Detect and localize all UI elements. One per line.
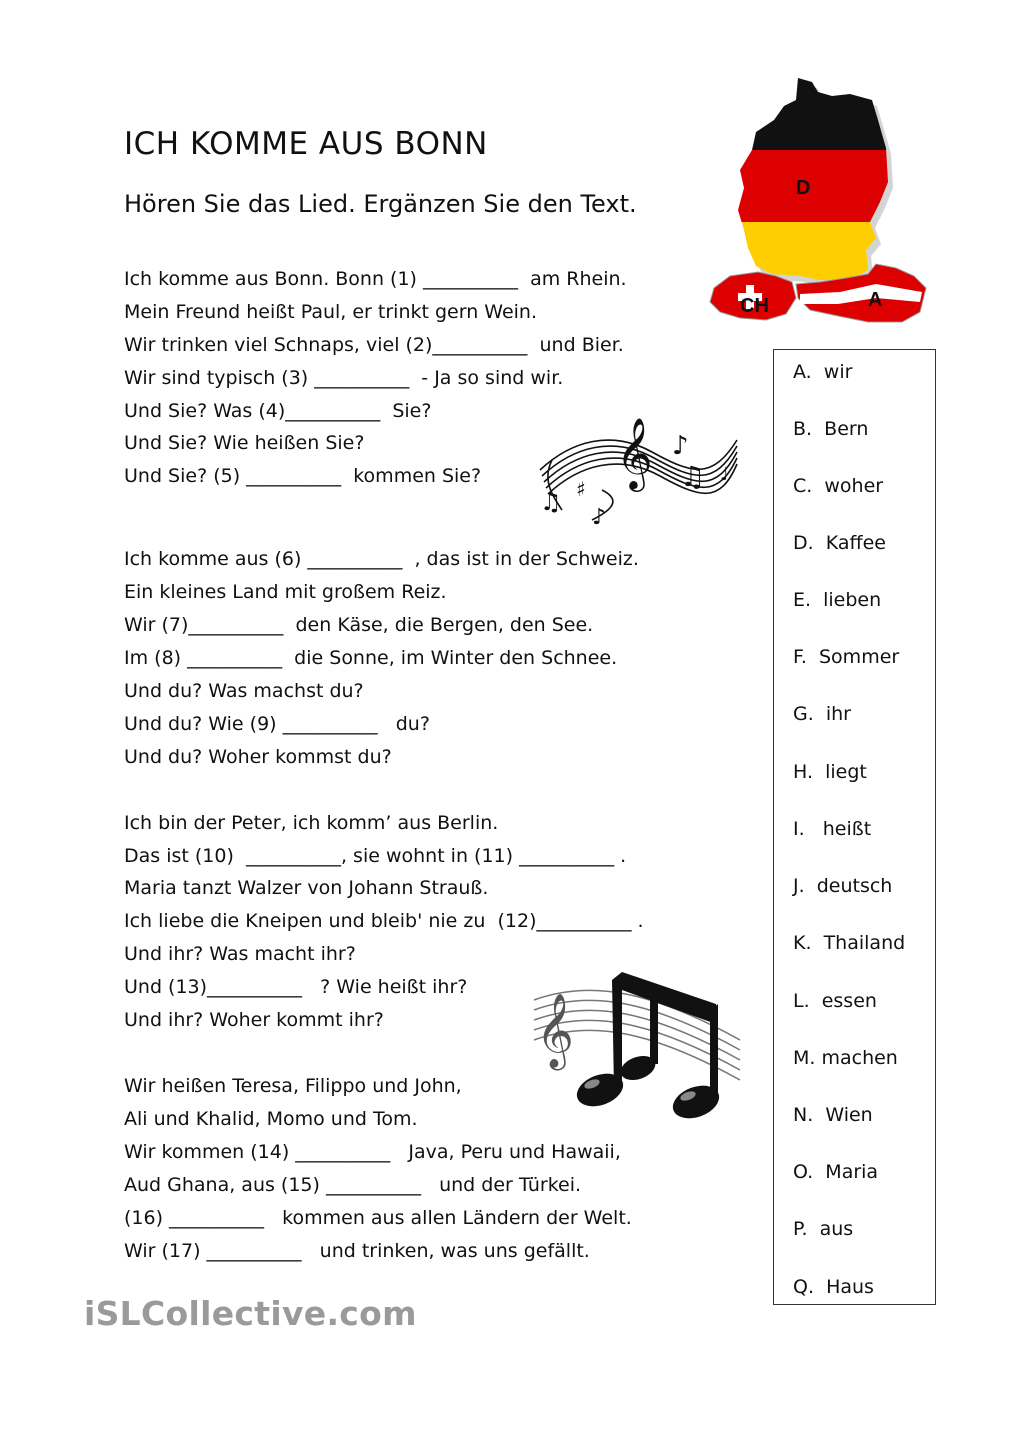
map-label-germany: D xyxy=(796,177,811,199)
word-option: H. liegt xyxy=(793,761,867,783)
svg-text:♫: ♫ xyxy=(680,460,706,493)
song-line: Wir (17) __________ und trinken, was uns gefällt. xyxy=(124,1240,590,1262)
word-option: M. machen xyxy=(793,1047,898,1069)
word-option: N. Wien xyxy=(793,1104,873,1126)
word-option: K. Thailand xyxy=(793,932,906,954)
page-subtitle: Hören Sie das Lied. Ergänzen Sie den Text. xyxy=(124,190,637,218)
word-option: Q. Haus xyxy=(793,1276,874,1298)
song-line: Ich liebe die Kneipen und bleib' nie zu (12)__________ . xyxy=(124,910,644,932)
song-line: Und (13)__________ ? Wie heißt ihr? xyxy=(124,976,468,998)
page-title: ICH KOMME AUS BONN xyxy=(124,126,488,162)
word-option: J. deutsch xyxy=(793,875,893,897)
song-line: Und Sie? Wie heißen Sie? xyxy=(124,432,365,454)
svg-text:♪: ♪ xyxy=(672,431,689,461)
word-option: L. essen xyxy=(793,990,877,1012)
svg-text:𝄞: 𝄞 xyxy=(536,994,574,1068)
song-line: Das ist (10) __________, sie wohnt in (11) __________ . xyxy=(124,845,627,867)
site-watermark: iSLCollective.com xyxy=(84,1294,417,1333)
song-line: Und du? Was machst du? xyxy=(124,680,364,702)
map-label-austria: A xyxy=(868,289,883,311)
word-option: I. heißt xyxy=(793,818,872,840)
song-line: (16) __________ kommen aus allen Ländern der Welt. xyxy=(124,1207,632,1229)
svg-text:♩: ♩ xyxy=(720,464,729,485)
svg-text:♪: ♪ xyxy=(592,505,607,530)
song-line: Ich komme aus (6) __________ , das ist in der Schweiz. xyxy=(124,548,639,570)
word-option: O. Maria xyxy=(793,1161,879,1183)
song-line: Wir sind typisch (3) __________ - Ja so sind wir. xyxy=(124,367,564,389)
word-bank xyxy=(773,349,936,1305)
song-line: Und du? Woher kommst du? xyxy=(124,746,392,768)
song-line: Und du? Wie (9) __________ du? xyxy=(124,713,430,735)
music-notes-icon xyxy=(532,400,742,530)
song-line: Und Sie? (5) __________ kommen Sie? xyxy=(124,465,482,487)
song-line: Aud Ghana, aus (15) __________ und der Türkei. xyxy=(124,1174,582,1196)
song-line: Und ihr? Woher kommt ihr? xyxy=(124,1009,384,1031)
word-option: F. Sommer xyxy=(793,646,900,668)
song-line: Wir trinken viel Schnaps, viel (2)__________ und Bier. xyxy=(124,334,624,356)
word-option: C. woher xyxy=(793,475,884,497)
word-option: D. Kaffee xyxy=(793,532,886,554)
song-line: Ein kleines Land mit großem Reiz. xyxy=(124,581,447,603)
music-note-icon xyxy=(530,960,745,1125)
word-option: B. Bern xyxy=(793,418,869,440)
song-line: Wir kommen (14) __________ Java, Peru und Hawaii, xyxy=(124,1141,621,1163)
song-line: Ich bin der Peter, ich komm’ aus Berlin. xyxy=(124,812,499,834)
word-option: P. aus xyxy=(793,1218,854,1240)
song-line: Maria tanzt Walzer von Johann Strauß. xyxy=(124,877,489,899)
song-line: Und Sie? Was (4)__________ Sie? xyxy=(124,400,432,422)
song-line: Wir (7)__________ den Käse, die Bergen, den See. xyxy=(124,614,594,636)
map-label-switzerland: CH xyxy=(740,295,769,317)
song-line: Und ihr? Was macht ihr? xyxy=(124,943,356,965)
song-line: Im (8) __________ die Sonne, im Winter den Schnee. xyxy=(124,647,618,669)
song-line: Ich komme aus Bonn. Bonn (1) __________ am Rhein. xyxy=(124,268,627,290)
song-line: Mein Freund heißt Paul, er trinkt gern Wein. xyxy=(124,301,538,323)
word-option: A. wir xyxy=(793,361,853,383)
dach-map-image xyxy=(700,70,940,340)
svg-text:♯: ♯ xyxy=(576,477,586,501)
svg-text:♫: ♫ xyxy=(540,488,562,516)
song-line: Wir heißen Teresa, Filippo und John, xyxy=(124,1075,462,1097)
germany-shape xyxy=(700,70,940,292)
word-option: G. ihr xyxy=(793,703,851,725)
svg-text:𝄞: 𝄞 xyxy=(616,416,653,489)
word-option: E. lieben xyxy=(793,589,882,611)
song-line: Ali und Khalid, Momo und Tom. xyxy=(124,1108,418,1130)
